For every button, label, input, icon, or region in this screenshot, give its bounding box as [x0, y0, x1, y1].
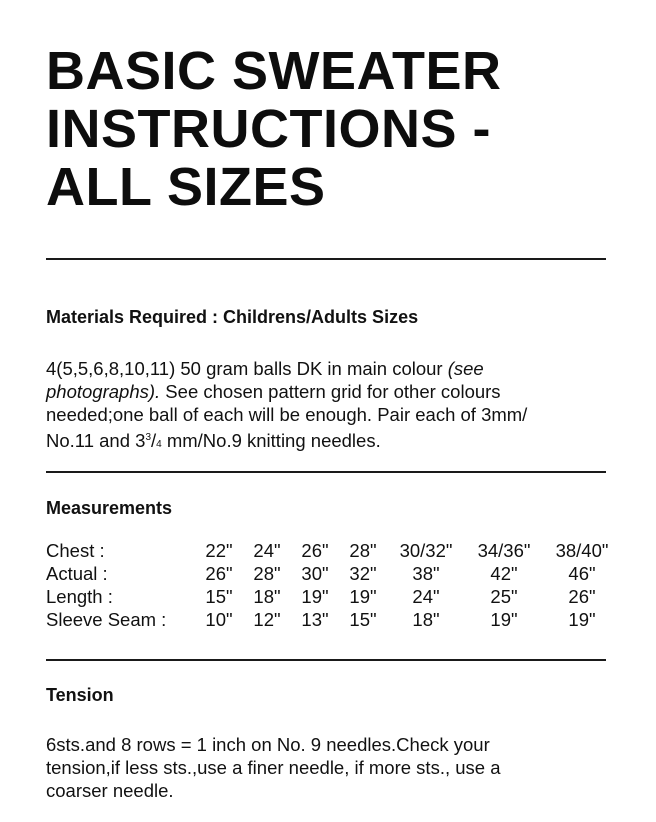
materials-line-3: needed;one ball of each will be enough. Pair each of 3mm/ — [46, 404, 528, 425]
materials-text — [46, 357, 606, 456]
title-line: BASIC SWEATER — [46, 41, 502, 101]
tension-line-3: coarser needle. — [46, 780, 174, 801]
table-cell: 19" — [490, 609, 518, 630]
row-label: Chest : — [46, 540, 105, 561]
tension-line-1: 6sts.and 8 rows = 1 inch on No. 9 needles.Check your — [46, 734, 490, 755]
divider — [46, 659, 606, 661]
table-row — [46, 562, 626, 585]
table-cell: 19" — [301, 586, 329, 607]
divider — [46, 258, 606, 260]
table-cell: 28" — [253, 563, 281, 584]
measurements-heading: Measurements — [46, 498, 173, 518]
materials-line-2: See chosen pattern grid for other colours — [160, 381, 501, 402]
table-cell: 42" — [490, 563, 518, 584]
materials-line-1: 4(5,5,6,8,10,11) 50 gram balls DK in main colour — [46, 358, 448, 379]
table-cell: 26" — [301, 540, 329, 561]
tension-text — [46, 733, 606, 802]
table-cell: 24" — [412, 586, 440, 607]
table-row — [46, 585, 626, 608]
title-line: INSTRUCTIONS - — [46, 99, 491, 159]
table-cell: 38" — [412, 563, 440, 584]
materials-line-4-end: mm/No.9 knitting needles. — [161, 430, 381, 451]
table-cell: 19" — [349, 586, 377, 607]
table-cell: 46" — [568, 563, 596, 584]
measurements-table — [46, 539, 626, 631]
table-cell: 28" — [349, 540, 377, 561]
table-row — [46, 539, 626, 562]
table-cell: 22" — [205, 540, 233, 561]
table-cell: 32" — [349, 563, 377, 584]
table-cell: 38/40" — [555, 540, 609, 561]
table-cell: 30/32" — [399, 540, 453, 561]
row-label: Actual : — [46, 563, 108, 584]
divider — [46, 471, 606, 473]
table-cell: 24" — [253, 540, 281, 561]
table-cell: 18" — [412, 609, 440, 630]
table-cell: 15" — [349, 609, 377, 630]
table-cell: 13" — [301, 609, 329, 630]
table-cell: 18" — [253, 586, 281, 607]
table-cell: 26" — [205, 563, 233, 584]
table-row — [46, 608, 626, 631]
materials-line-1-italic: (see — [447, 358, 484, 379]
table-cell: 10" — [205, 609, 233, 630]
table-cell: 34/36" — [477, 540, 531, 561]
table-cell: 26" — [568, 586, 596, 607]
materials-heading: Materials Required : Childrens/Adults Sizes — [46, 307, 419, 327]
table-cell: 30" — [301, 563, 329, 584]
fraction-numerator: 3 — [145, 432, 151, 443]
tension-line-2: tension,if less sts.,use a finer needle, if more sts., use a — [46, 757, 501, 778]
materials-line-2-italic: photographs). — [46, 381, 161, 402]
row-label: Length : — [46, 586, 113, 607]
table-cell: 12" — [253, 609, 281, 630]
row-label: Sleeve Seam : — [46, 609, 167, 630]
table-cell: 25" — [490, 586, 518, 607]
table-cell: 15" — [205, 586, 233, 607]
table-cell: 19" — [568, 609, 596, 630]
fraction-slash: / — [151, 430, 157, 451]
tension-heading: Tension — [46, 685, 114, 705]
page-title — [46, 42, 626, 216]
fraction-denominator: 4 — [156, 439, 162, 450]
materials-line-4: No.11 and 3 — [46, 430, 146, 451]
title-line: ALL SIZES — [46, 157, 326, 217]
